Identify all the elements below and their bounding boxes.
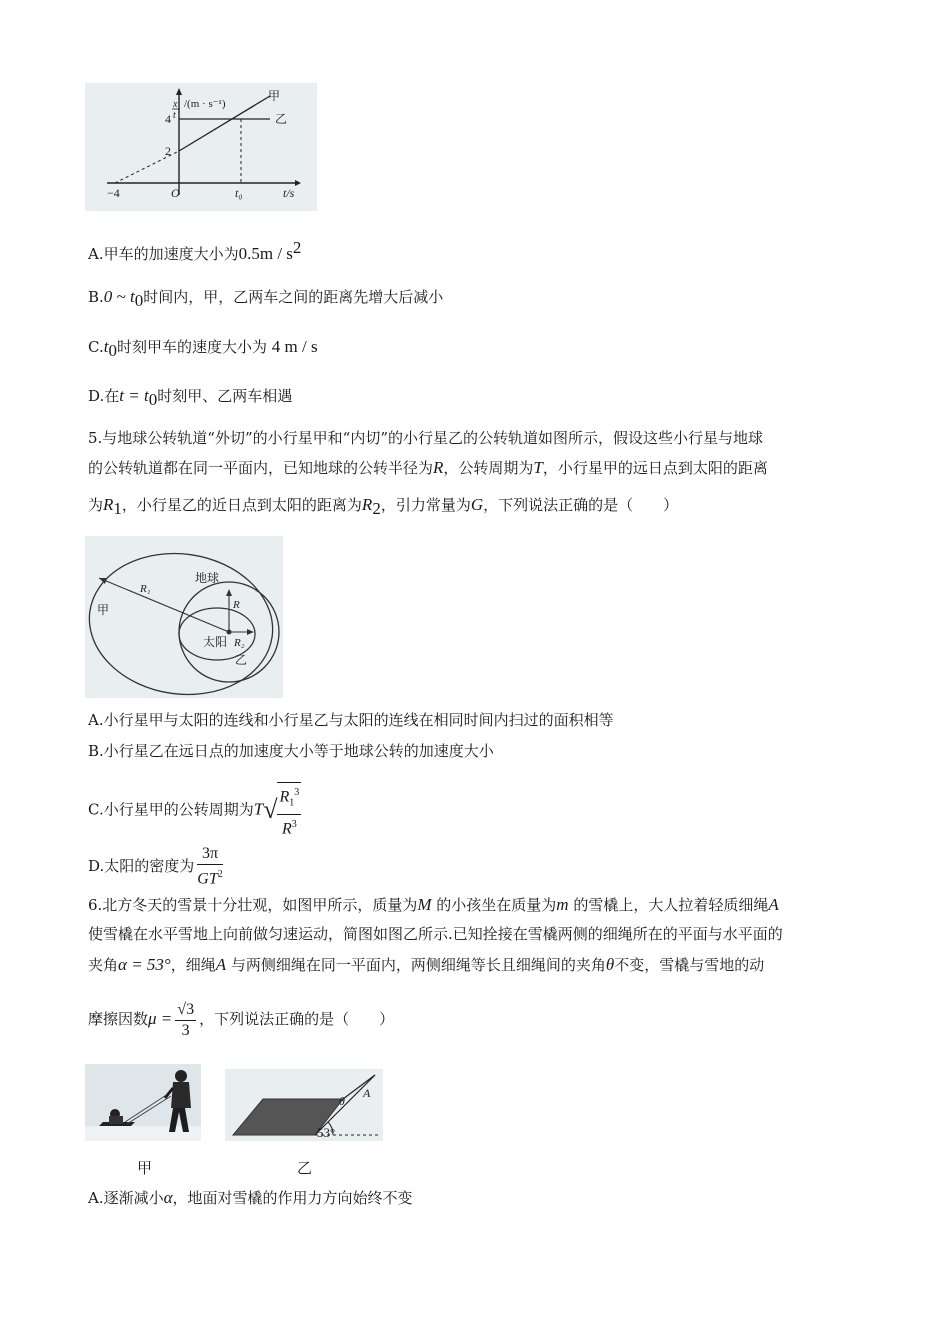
q4-figure bbox=[85, 83, 317, 211]
q4-x-axis-label: t/s bbox=[283, 186, 295, 200]
q6-fig-angle: 53° bbox=[317, 1125, 336, 1140]
svg-text:t: t bbox=[173, 110, 176, 121]
q5-option-b: B.小行星乙在远日点的加速度大小等于地球公转的加速度大小 bbox=[88, 742, 494, 760]
q4-label-jia: 甲 bbox=[268, 89, 281, 103]
q4-option-d: D.在$t = t_0$时刻甲、乙两车相遇 bbox=[88, 386, 293, 409]
q5-figure bbox=[85, 536, 283, 698]
q4-tick-4: 4 bbox=[165, 112, 171, 126]
q6-figure-yi bbox=[225, 1069, 383, 1141]
q5-fig-sun: 太阳 bbox=[203, 635, 228, 649]
q4-graph bbox=[85, 83, 317, 211]
q4-label-yi: 乙 bbox=[275, 112, 288, 126]
svg-text:x: x bbox=[173, 99, 178, 110]
q6-sled-photo bbox=[85, 1064, 201, 1141]
q5-stem-line3: 为$R_1$，小行星乙的近日点到太阳的距离为$R_2$，引力常量为G，下列说法正确的是（ ） bbox=[88, 495, 679, 518]
q4-option-c: $C.t_0$时刻甲车的速度大小为 4 m / s bbox=[88, 337, 318, 360]
q5-fig-earth: 地球 bbox=[195, 571, 220, 585]
q5-option-d: D.太阳的密度为 $\frac{3\pi}{GT^2}$ bbox=[88, 845, 223, 888]
q6-fig-theta: θ bbox=[339, 1094, 345, 1108]
q4-option-a: A.甲车的加速度大小为$0.5m / s^2$ bbox=[88, 238, 302, 263]
q5-fig-R: R bbox=[233, 599, 240, 611]
q5-stem-line1: 5.与地球公转轨道“外切”的小行星甲和“内切”的小行星乙的公转轨道如图所示，假设这些小行星与地球 bbox=[88, 429, 763, 447]
q6-stem-line4: 摩擦因数μ = $\frac{√3}{3}$ ，下列说法正确的是（ ） bbox=[88, 1000, 395, 1039]
q5-fig-R2: R₂ bbox=[234, 637, 245, 649]
q5-fig-jia: 甲 bbox=[97, 603, 110, 617]
q5-stem-line2: 的公转轨道都在同一平面内，已知地球的公转半径为R，公转周期为T，小行星甲的远日点到太阳的距离 bbox=[88, 458, 768, 477]
svg-text:/(m · s⁻¹): /(m · s⁻¹) bbox=[184, 98, 226, 110]
q5-option-c: C.小行星甲的公转周期为T√ $\frac{R_1^3}{R^3}$ bbox=[88, 782, 304, 822]
q4-origin: O bbox=[171, 186, 180, 200]
q5-fig-R1: R₁ bbox=[140, 583, 151, 595]
q4-t0: t₀ bbox=[235, 186, 243, 200]
q6-force-diagram bbox=[225, 1069, 383, 1141]
q5-fig-yi: 乙 bbox=[235, 653, 248, 667]
q4-option-b: B.0 ~ $t_0$时间内，甲，乙两车之间的距离先增大后减小 bbox=[88, 287, 444, 310]
q6-fig-A: A bbox=[363, 1086, 371, 1100]
q6-stem-line3: 夹角α = 53°，细绳A 与两侧细绳在同一平面内，两侧细绳等长且细绳间的夹角θ不变，雪橇与雪地的动 bbox=[88, 955, 765, 974]
q6-figure-jia bbox=[85, 1064, 201, 1141]
q6-caption-jia: 甲 bbox=[137, 1159, 153, 1177]
q4-tick-2: 2 bbox=[165, 144, 171, 158]
q5-orbit-diagram bbox=[85, 536, 283, 698]
q6-stem-line1: 6.北方冬天的雪景十分壮观，如图甲所示，质量为M 的小孩坐在质量为m 的雪橇上，大人拉着轻质细绳A bbox=[88, 895, 779, 914]
q6-stem-line2: 使雪橇在水平雪地上向前做匀速运动，简图如图乙所示.已知拴接在雪橇两侧的细绳所在的平面与水平面的 bbox=[88, 925, 783, 943]
q4-tick-neg4: −4 bbox=[107, 186, 120, 200]
q5-option-a: A.小行星甲与太阳的连线和小行星乙与太阳的连线在相同时间内扫过的面积相等 bbox=[88, 711, 614, 729]
q6-caption-yi: 乙 bbox=[297, 1159, 313, 1177]
q6-option-a: A.逐渐减小α，地面对雪橇的作用力方向始终不变 bbox=[88, 1188, 413, 1207]
